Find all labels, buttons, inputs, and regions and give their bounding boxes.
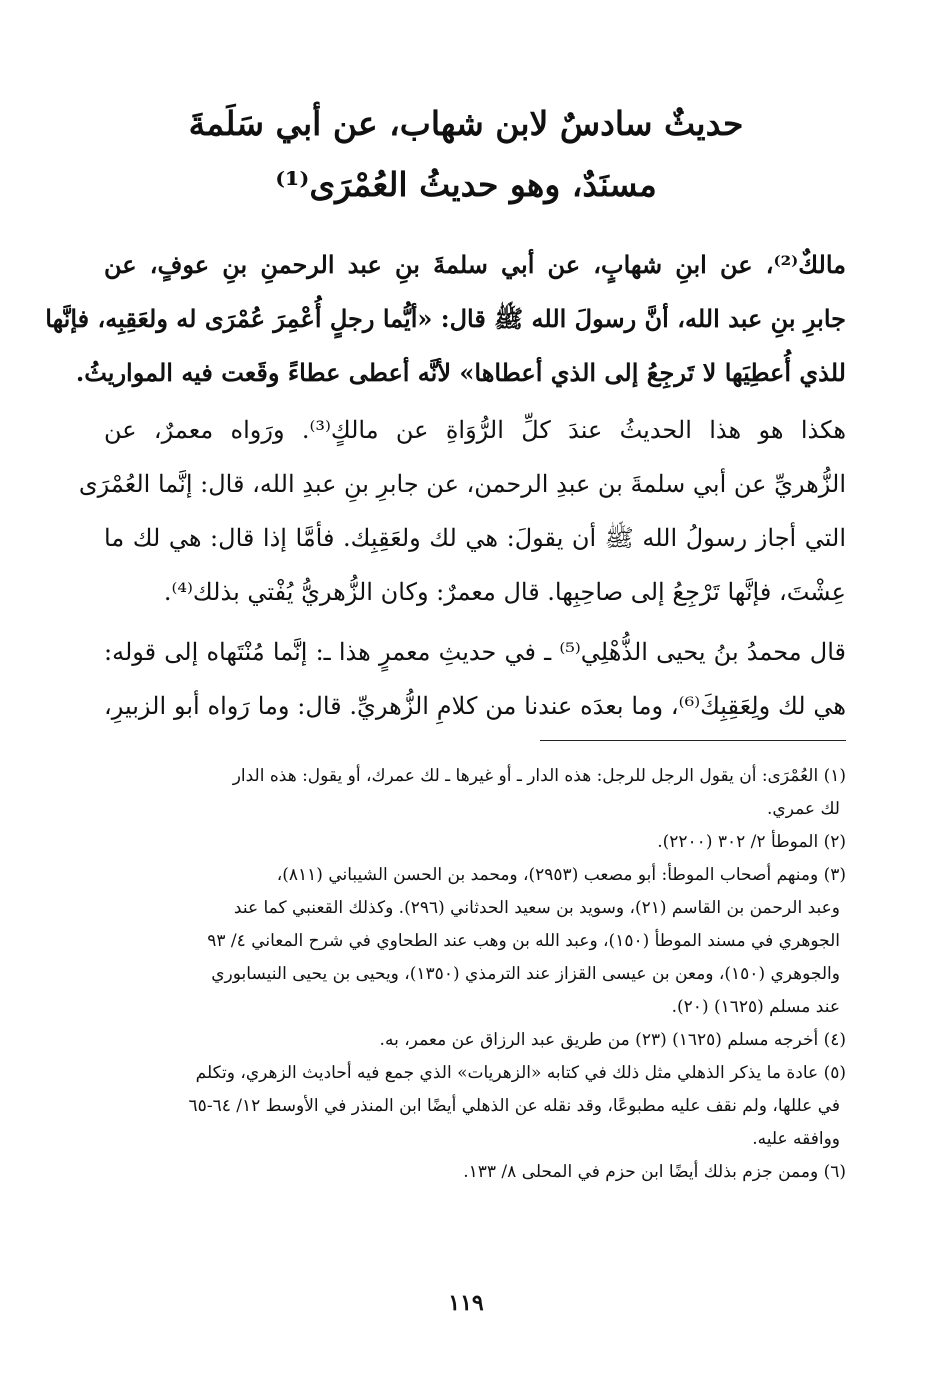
footnote-line: (١) العُمْرَى: أن يقول الرجل للرجل: هذه الدار ـ أو غيرها ـ لك عمرك، أو يقول: هذه الدار	[232, 766, 846, 786]
text-line: للذي أُعطِيَها لا تَرجِعُ إلى الذي أعطاها» لأنَّه أعطى عطاءً وقَعت فيه المواريثُ.	[75, 358, 846, 387]
footnote-line: عند مسلم (١٦٢٥) (٢٠).	[671, 997, 840, 1017]
page-number: ١١٩	[448, 1290, 484, 1316]
heading-line-2: مسنَدٌ، وهو حديثُ العُمْرَى⁽¹⁾	[275, 165, 657, 204]
text-line: قال محمدُ بنُ يحيى الذُّهْلِي⁽⁵⁾ ـ في حديثِ معمرٍ هذا ـ: إنَّما مُنْتَهاه إلى قوله:	[104, 638, 846, 666]
footnote-5	[104, 1057, 846, 1156]
footnote-line: والجوهري (١٥٠)، ومعن بن عيسى القزاز عند الترمذي (١٣٥٠)، ويحيى بن يحيى النيسابوري	[211, 964, 840, 984]
footnote-line: (٣) ومنهم أصحاب الموطأ: أبو مصعب (٢٩٥٣)، ومحمد بن الحسن الشيباني (٨١١)،	[276, 865, 846, 885]
heading-line-1: حديثٌ سادسٌ لابن شهاب، عن أبي سَلَمةَ	[188, 104, 744, 143]
footnote-line: لك عمري.	[767, 799, 840, 819]
footnote-line: الجوهري في مسند الموطأ (١٥٠)، وعبد الله بن وهب عند الطحاوي في شرح المعاني ٤/ ٩٣	[207, 931, 840, 951]
text-line: هكذا هو هذا الحديثُ عندَ كلِّ الرُّوَاةِ عن مالكٍ⁽³⁾. ورَواه معمرٌ، عن	[104, 416, 846, 444]
hadith-paragraph	[45, 238, 846, 400]
footnote-separator	[540, 740, 846, 741]
footnote-1	[104, 760, 846, 826]
footnote-line: (٦) وممن جزم بذلك أيضًا ابن حزم في المحلى ٨/ ١٣٣.	[463, 1162, 846, 1182]
footnote-line: في عللها، ولم نقف عليه مطبوعًا، وقد نقله عن الذهلي أيضًا ابن المنذر في الأوسط ١٢/ ٦٤-٦٥	[188, 1096, 840, 1116]
footnote-line: (٢) الموطأ ٢/ ٣٠٢ (٢٢٠٠).	[657, 832, 846, 852]
footnote-line: (٤) أخرجه مسلم (١٦٢٥) (٢٣) من طريق عبد الرزاق عن معمر، به.	[379, 1030, 846, 1050]
text-line: التي أجاز رسولُ الله ﷺ أن يقولَ: هي لك ولعَقِبِك. فأمَّا إذا قال: هي لك ما	[104, 524, 846, 552]
footnote-6	[104, 1156, 846, 1189]
text-line: جابرِ بنِ عبد الله، أنَّ رسولَ الله ﷺ قال: «أيُّما رجلٍ أُعْمِرَ عُمْرَى له ولعَقِبِه، فإنَّها	[45, 304, 846, 333]
footnote-line: ووافقه عليه.	[752, 1129, 840, 1149]
commentary-paragraph	[104, 625, 846, 733]
text-line: الزُّهريِّ عن أبي سلمةَ بن عبدِ الرحمن، عن جابرِ بنِ عبدِ الله، قال: إنَّما العُمْرَى	[78, 470, 846, 498]
footnote-line: وعبد الرحمن بن القاسم (٢١)، وسويد بن سعيد الحدثاني (٢٩٦). وكذلك القعنبي كما عند	[233, 898, 840, 918]
footnotes	[104, 760, 846, 1189]
text-line: مالكٌ⁽²⁾، عن ابنِ شهابٍ، عن أبي سلمةَ بنِ عبد الرحمنِ بنِ عوفٍ، عن	[104, 250, 846, 279]
commentary-paragraph	[78, 403, 846, 619]
text-line: هي لك ولِعَقِبِكَ⁽⁶⁾، وما بعدَه عندنا من كلامِ الزُّهريِّ. قال: وما رَواه أبو الزبيرِ،	[104, 692, 846, 720]
text-line: عِشْتَ، فإنَّها تَرْجِعُ إلى صاحِبِها. قال معمرٌ: وكان الزُّهريُّ يُفْتي بذلك⁽⁴⁾.	[163, 578, 846, 606]
footnote-3	[104, 859, 846, 1024]
footnote-line: (٥) عادة ما يذكر الذهلي مثل ذلك في كتابه «الزهريات» الذي جمع فيه أحاديث الزهري، وتكلم	[195, 1063, 846, 1083]
footnote-4	[104, 1024, 846, 1057]
footnote-2	[104, 826, 846, 859]
